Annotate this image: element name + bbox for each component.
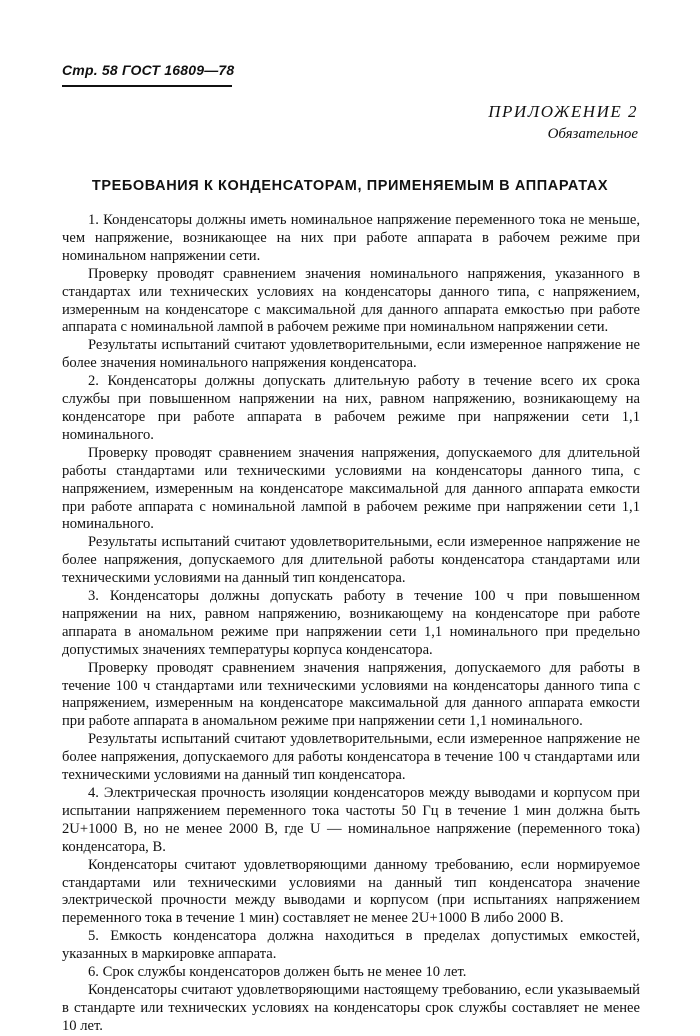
section-title: ТРЕБОВАНИЯ К КОНДЕНСАТОРАМ, ПРИМЕНЯЕМЫМ В АППАРАТАХ [91, 178, 609, 194]
page-header: Стр. 58 ГОСТ 16809—78 [62, 62, 235, 78]
paragraph: Результаты испытаний считают удовлетворительными, если измеренное напряжение не более напряжения, допускаемого для работы конденсатора в течение 100 ч стандартами или техническими условиями на данный тип конденсатора. [62, 731, 640, 784]
paragraph: 2. Конденсаторы должны допускать длительную работу в течение всего их срока службы при повышенном напряжении на них, равном напряжению, возникающему на конденсаторе при работе аппарата в рабочем режиме при напряжении сети 1,1 номинального. [62, 373, 640, 443]
paragraph: 6. Срок службы конденсаторов должен быть не менее 10 лет. [88, 964, 467, 981]
paragraph: Проверку проводят сравнением значения напряжения, допускаемого для длительной работы стандартами или техническими условиями на конденсаторы данного типа, с напряжением, измеренным на конденсаторе максимальной для данного аппарата емкости при работе аппарата с номинальной лампой в рабочем режиме при напряжении сети 1,1 номинального. [62, 444, 640, 533]
paragraph: Проверку проводят сравнением значения номинального напряжения, указанного в стандартах или технических условиях на конденсаторы данного типа, с напряжением, измеренным на конденсаторе с максимальной для данного аппарата емкостью при работе аппарата с номинальной лампой в рабочем режиме при номинальном напряжении сети. [62, 265, 640, 336]
appendix-label: ПРИЛОЖЕНИЕ 2 [488, 102, 638, 121]
paragraph: 4. Электрическая прочность изоляции конденсаторов между выводами и корпусом при испытании напряжением переменного тока частоты 50 Гц в течение 1 мин должна быть 2U+1000 В, но не менее 2000 В, где U — номинальное напряжение (переменного тока) конденсатора, В. [62, 785, 640, 855]
paragraph: Конденсаторы считают удовлетворяющими настоящему требованию, если указываемый в стандарте или технических условиях на конденсаторы срок службы составляет не менее 10 лет. [62, 981, 640, 1034]
paragraph: Результаты испытаний считают удовлетворительными, если измеренное напряжение не более значения номинального напряжения конденсатора. [62, 337, 640, 372]
paragraph: 1. Конденсаторы должны иметь номинальное напряжение переменного тока не меньше, чем напряжение, возникающее на них при работе аппарата в рабочем режиме при номинальном напряжении сети. [62, 212, 640, 264]
paragraph: Результаты испытаний считают удовлетворительными, если измеренное напряжение не более напряжения, допускаемого для длительной работы конденсатора стандартами или техническими условиями на данный тип конденсатора. [62, 534, 640, 587]
paragraph: Конденсаторы считают удовлетворяющими данному требованию, если нормируемое стандартами или техническими условиями на данный тип конденсатора значение электрической прочности между выводами и корпусом (при испытаниях напряжением переменного тока в течение 1 мин) составляет не менее 2U+1000 В либо 2000 В. [62, 856, 640, 927]
appendix-status: Обязательное [547, 126, 638, 142]
paragraph: Проверку проводят сравнением значения напряжения, допускаемого для работы в течение 100 ч стандартами или техническими условиями на конденсаторы данного типа с напряжением, измеренным на конденсаторе максимальной для данного аппарата емкости при работе аппарата в аномальном режиме при напряжении сети 1,1 номинального. [62, 659, 640, 730]
paragraph: 5. Емкость конденсатора должна находиться в пределах допустимых емкостей, указанных в маркировке аппарата. [62, 928, 640, 963]
appendix-block [488, 101, 638, 145]
paragraph: 3. Конденсаторы должны допускать работу в течение 100 ч при повышенном напряжении на них, равном напряжению, возникающему на конденсаторе при работе аппарата в аномальном режиме при напряжении сети 1,1 номинального при предельно допустимых значениях температуры корпуса конденсатора. [62, 588, 640, 658]
body-text [62, 212, 640, 1036]
header-rule [62, 85, 232, 87]
